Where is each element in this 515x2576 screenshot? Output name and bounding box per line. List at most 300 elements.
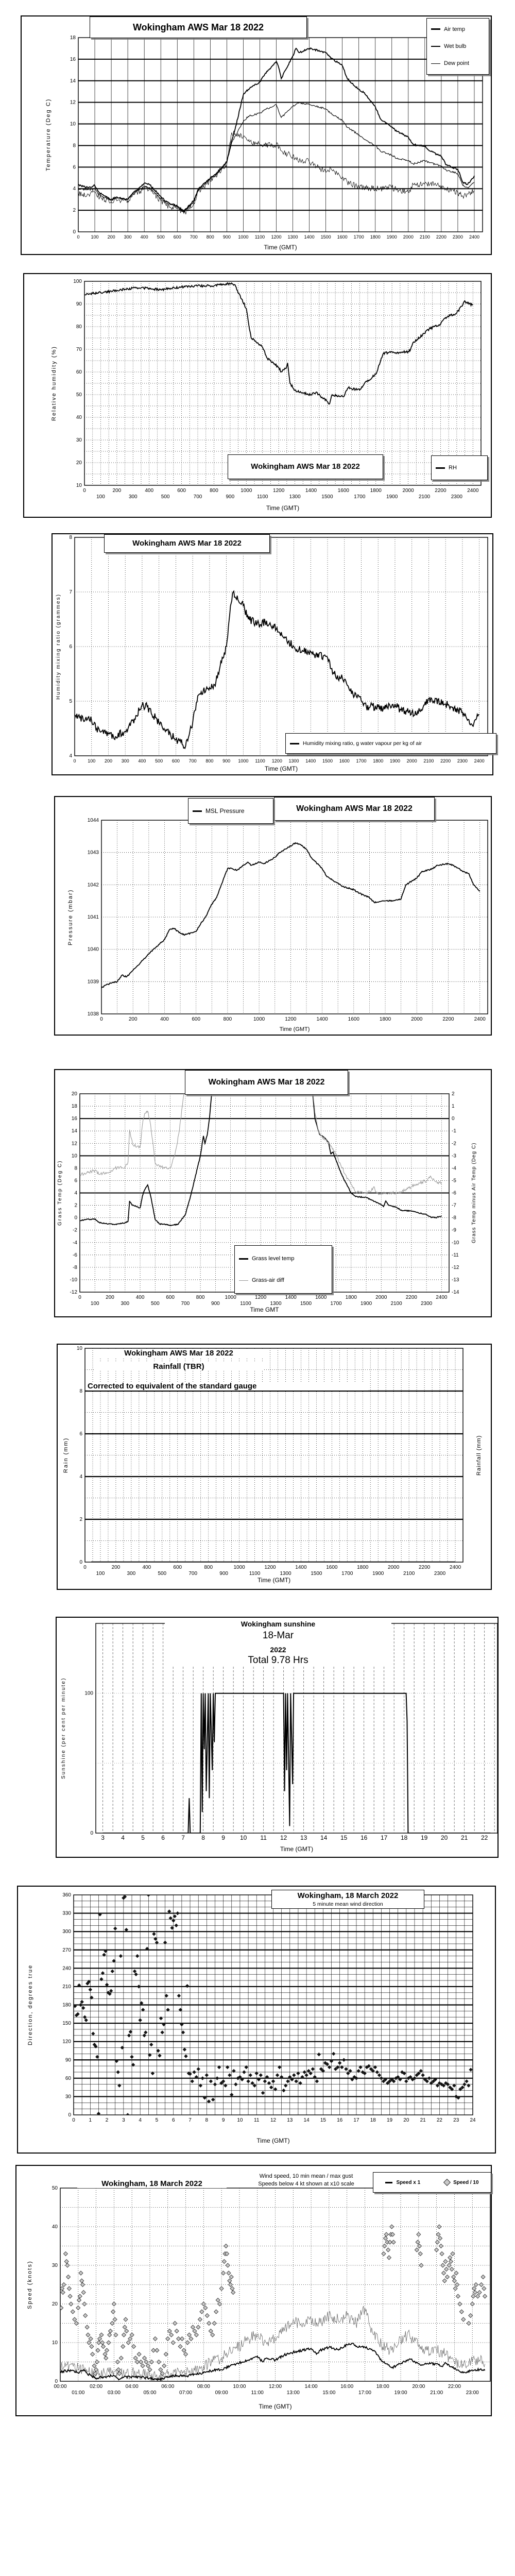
year-label: 2022 <box>270 1646 286 1654</box>
svg-text:2000: 2000 <box>403 234 414 240</box>
svg-text:-10: -10 <box>452 1240 459 1246</box>
svg-text:0: 0 <box>72 2117 75 2123</box>
chart-canvas <box>22 16 491 254</box>
y-axis-label: Rain (mm) <box>63 1437 69 1473</box>
svg-text:270: 270 <box>62 1947 71 1953</box>
svg-text:2200: 2200 <box>405 1295 417 1300</box>
svg-text:80: 80 <box>76 324 82 330</box>
svg-text:2100: 2100 <box>390 1301 402 1307</box>
svg-text:20: 20 <box>52 2301 58 2307</box>
total-hours-label: Total 9.78 Hrs <box>248 1655 308 1666</box>
svg-text:9: 9 <box>221 1834 225 1841</box>
svg-text:400: 400 <box>145 488 154 494</box>
svg-text:10:00: 10:00 <box>233 2384 246 2389</box>
svg-text:1100: 1100 <box>240 1301 251 1307</box>
svg-text:11:00: 11:00 <box>251 2390 264 2396</box>
dew-point-line-icon <box>431 63 440 64</box>
wind-direction-title-block <box>271 1890 424 1909</box>
svg-text:0: 0 <box>452 1116 455 1122</box>
svg-text:2100: 2100 <box>403 1571 415 1577</box>
svg-text:2100: 2100 <box>419 234 430 240</box>
svg-text:6: 6 <box>171 2117 175 2123</box>
svg-text:5: 5 <box>141 1834 145 1841</box>
svg-text:800: 800 <box>210 488 218 494</box>
svg-text:120: 120 <box>62 2039 71 2045</box>
x-axis-label: Time GMT <box>250 1306 279 1313</box>
svg-text:2200: 2200 <box>436 234 447 240</box>
svg-text:-3: -3 <box>452 1153 456 1159</box>
svg-text:800: 800 <box>196 1295 205 1300</box>
svg-text:4: 4 <box>69 753 72 759</box>
svg-text:900: 900 <box>226 494 235 500</box>
legend-item <box>436 465 457 471</box>
chart-title: Wokingham, 18 March 2022 <box>77 2179 227 2188</box>
chart-canvas <box>18 1887 495 2153</box>
svg-text:700: 700 <box>188 1571 198 1577</box>
chart-subtitle: Rainfall (TBR) <box>94 1362 264 1371</box>
svg-text:800: 800 <box>206 234 214 240</box>
svg-text:0: 0 <box>100 1016 103 1022</box>
svg-text:02:00: 02:00 <box>90 2384 103 2389</box>
x-axis-label: Time (GMT) <box>264 244 297 251</box>
svg-text:400: 400 <box>160 1016 169 1022</box>
svg-text:6: 6 <box>79 1431 82 1437</box>
svg-text:1700: 1700 <box>353 234 364 240</box>
svg-text:50: 50 <box>76 392 82 398</box>
chart-title: Wokingham AWS Mar 18 2022 <box>228 454 383 479</box>
chart-air-temperature <box>21 15 492 255</box>
svg-text:23: 23 <box>453 2117 459 2123</box>
svg-text:2200: 2200 <box>418 1565 431 1570</box>
svg-text:1000: 1000 <box>253 1016 265 1022</box>
chart-sunshine <box>56 1617 499 1858</box>
svg-text:300: 300 <box>124 234 132 240</box>
svg-text:12: 12 <box>280 1834 287 1841</box>
y-axis-label: Pressure (mbar) <box>67 889 74 945</box>
svg-text:1100: 1100 <box>255 758 265 764</box>
legend-item <box>239 1256 295 1262</box>
svg-text:700: 700 <box>188 758 197 764</box>
legend-label: Air temp <box>444 26 465 32</box>
svg-text:4: 4 <box>121 1834 125 1841</box>
svg-text:900: 900 <box>219 1571 228 1577</box>
y-axis-label: Temperature (Deg C) <box>45 98 52 172</box>
svg-text:-14: -14 <box>452 1290 459 1295</box>
svg-text:1200: 1200 <box>285 1016 297 1022</box>
svg-text:1200: 1200 <box>273 488 285 494</box>
svg-text:1200: 1200 <box>271 234 282 240</box>
legend-item <box>431 43 466 49</box>
svg-text:04:00: 04:00 <box>125 2384 139 2389</box>
svg-text:6: 6 <box>161 1834 165 1841</box>
svg-text:23:00: 23:00 <box>466 2390 479 2396</box>
chart-title: Wokingham, 18 March 2022 <box>297 1891 399 1900</box>
svg-text:300: 300 <box>121 758 129 764</box>
svg-text:1600: 1600 <box>315 1295 327 1300</box>
legend-label: Speed / 10 <box>453 2179 479 2185</box>
svg-text:500: 500 <box>157 234 165 240</box>
svg-text:2300: 2300 <box>420 1301 433 1307</box>
svg-text:1800: 1800 <box>357 1565 369 1570</box>
svg-text:300: 300 <box>62 1929 71 1935</box>
svg-text:2000: 2000 <box>411 1016 423 1022</box>
wind-speed-note-1: Wind speed, 10 min mean / max gust <box>259 2173 353 2179</box>
svg-text:1200: 1200 <box>264 1565 276 1570</box>
svg-text:100: 100 <box>96 494 105 500</box>
svg-text:15: 15 <box>320 2117 326 2123</box>
svg-text:12: 12 <box>70 99 76 106</box>
svg-text:20: 20 <box>403 2117 409 2123</box>
svg-text:7: 7 <box>69 589 72 595</box>
svg-text:200: 200 <box>106 1295 114 1300</box>
chart-title: Wokingham sunshine <box>241 1620 316 1628</box>
svg-text:12: 12 <box>270 2117 277 2123</box>
chart-relative-humidity <box>23 273 492 518</box>
svg-text:2400: 2400 <box>474 1016 486 1022</box>
svg-text:90: 90 <box>76 301 82 307</box>
svg-text:1600: 1600 <box>339 758 350 764</box>
svg-text:10: 10 <box>76 483 82 488</box>
svg-text:200: 200 <box>107 234 115 240</box>
svg-text:16:00: 16:00 <box>340 2384 354 2389</box>
y-axis-label: Grass Temp (Deg C) <box>57 1160 63 1226</box>
pressure-legend <box>188 798 273 824</box>
svg-text:900: 900 <box>222 758 231 764</box>
svg-text:100: 100 <box>84 1690 93 1697</box>
svg-text:-2: -2 <box>73 1227 77 1233</box>
svg-text:100: 100 <box>96 1571 105 1577</box>
svg-text:3: 3 <box>122 2117 125 2123</box>
wind-speed-note-2: Speeds below 4 kt shown at x10 scale <box>258 2181 354 2187</box>
svg-text:17: 17 <box>353 2117 359 2123</box>
svg-text:-6: -6 <box>452 1190 456 1196</box>
svg-text:18: 18 <box>400 1834 408 1841</box>
svg-text:50: 50 <box>52 2185 58 2191</box>
svg-text:4: 4 <box>139 2117 142 2123</box>
svg-text:1043: 1043 <box>87 850 99 856</box>
svg-text:2000: 2000 <box>388 1565 400 1570</box>
svg-text:6: 6 <box>74 1178 77 1184</box>
svg-text:9: 9 <box>221 2117 225 2123</box>
svg-text:1042: 1042 <box>87 882 99 888</box>
svg-text:12: 12 <box>71 1141 77 1147</box>
legend-label: Dew point <box>444 60 469 67</box>
svg-text:-11: -11 <box>452 1252 459 1258</box>
wet-bulb-line-icon <box>431 46 440 47</box>
svg-text:60: 60 <box>65 2075 71 2081</box>
svg-text:20:00: 20:00 <box>412 2384 425 2389</box>
svg-text:19:00: 19:00 <box>394 2390 407 2396</box>
svg-text:1200: 1200 <box>255 1295 267 1300</box>
svg-text:0: 0 <box>73 758 76 764</box>
svg-text:90: 90 <box>65 2057 71 2063</box>
svg-text:8: 8 <box>69 535 72 540</box>
svg-text:600: 600 <box>173 1565 182 1570</box>
svg-text:300: 300 <box>127 1571 136 1577</box>
svg-text:1000: 1000 <box>225 1295 236 1300</box>
svg-text:500: 500 <box>155 758 163 764</box>
svg-text:09:00: 09:00 <box>215 2390 228 2396</box>
svg-text:1300: 1300 <box>270 1301 282 1307</box>
svg-text:20: 20 <box>76 460 82 466</box>
x-axis-label: Time (GMT) <box>257 1577 291 1584</box>
grass-temp-legend <box>234 1245 332 1294</box>
svg-text:13: 13 <box>300 1834 307 1841</box>
svg-text:07:00: 07:00 <box>179 2390 193 2396</box>
svg-text:16: 16 <box>71 1116 77 1122</box>
svg-text:200: 200 <box>104 758 112 764</box>
legend-label: Grass-air diff <box>252 1277 284 1283</box>
svg-text:200: 200 <box>128 1016 138 1022</box>
svg-text:1700: 1700 <box>356 758 367 764</box>
svg-text:16: 16 <box>360 1834 368 1841</box>
svg-text:300: 300 <box>128 494 138 500</box>
svg-text:1500: 1500 <box>321 494 333 500</box>
svg-text:2200: 2200 <box>435 488 447 494</box>
svg-text:700: 700 <box>181 1301 190 1307</box>
svg-text:1100: 1100 <box>256 494 268 500</box>
svg-text:-4: -4 <box>73 1240 77 1246</box>
svg-text:2400: 2400 <box>469 234 479 240</box>
chart-canvas <box>16 2166 491 2415</box>
svg-text:1800: 1800 <box>373 758 384 764</box>
svg-text:-5: -5 <box>452 1178 456 1184</box>
chart-title: Wokingham AWS Mar 18 2022 <box>90 16 307 38</box>
svg-text:19: 19 <box>420 1834 428 1841</box>
x-axis-label: Time (GMT) <box>266 504 300 512</box>
svg-text:1600: 1600 <box>326 1565 338 1570</box>
chart-canvas <box>55 797 491 1035</box>
svg-text:2: 2 <box>105 2117 109 2123</box>
svg-text:22: 22 <box>480 1834 488 1841</box>
wind-speed-legend <box>373 2172 491 2193</box>
svg-text:1040: 1040 <box>87 946 99 953</box>
svg-text:10: 10 <box>237 2117 243 2123</box>
svg-text:1400: 1400 <box>285 1295 297 1300</box>
svg-text:2: 2 <box>452 1091 455 1097</box>
svg-text:6: 6 <box>69 644 72 650</box>
svg-text:10: 10 <box>76 1346 82 1351</box>
sunshine-title-block <box>165 1620 391 1666</box>
svg-text:210: 210 <box>62 1984 71 1990</box>
legend-label: Grass level temp <box>252 1256 295 1262</box>
svg-text:700: 700 <box>190 234 198 240</box>
y-axis-label: Relative humidity (%) <box>51 346 57 421</box>
svg-text:6: 6 <box>73 164 76 171</box>
grass-temp-line-icon <box>239 1258 248 1260</box>
svg-text:700: 700 <box>193 494 202 500</box>
svg-text:2300: 2300 <box>451 494 462 500</box>
legend-label: Speed x 1 <box>396 2179 421 2185</box>
chart-title: Wokingham AWS Mar 18 2022 <box>185 1070 348 1095</box>
svg-text:14:00: 14:00 <box>304 2384 318 2389</box>
chart-wind-speed <box>15 2165 492 2416</box>
chart-wind-direction <box>17 1886 496 2154</box>
svg-text:-8: -8 <box>73 1264 77 1270</box>
svg-text:1200: 1200 <box>271 758 282 764</box>
legend-item <box>385 2180 420 2185</box>
legend-item <box>193 807 245 815</box>
speed-line-icon <box>385 2182 392 2183</box>
svg-text:1: 1 <box>89 2117 92 2123</box>
svg-text:17:00: 17:00 <box>358 2390 371 2396</box>
svg-text:1038: 1038 <box>87 1011 99 1017</box>
svg-text:2400: 2400 <box>467 488 479 494</box>
svg-text:-1: -1 <box>452 1128 456 1134</box>
svg-text:0: 0 <box>79 1560 82 1565</box>
mixing-ratio-legend <box>285 733 496 754</box>
svg-text:05:00: 05:00 <box>143 2390 157 2396</box>
chart-humidity-mixing-ratio <box>52 533 493 775</box>
svg-text:1300: 1300 <box>280 1571 291 1577</box>
svg-text:1000: 1000 <box>238 758 249 764</box>
chart-msl-pressure <box>54 796 492 1036</box>
svg-text:19: 19 <box>386 2117 393 2123</box>
svg-text:900: 900 <box>211 1301 220 1307</box>
svg-text:1300: 1300 <box>288 758 299 764</box>
svg-text:06:00: 06:00 <box>161 2384 175 2389</box>
correction-note: Corrected to equivalent of the standard gauge <box>88 1382 368 1391</box>
svg-text:2100: 2100 <box>423 758 434 764</box>
svg-text:180: 180 <box>62 2002 71 2008</box>
svg-text:1800: 1800 <box>345 1295 357 1300</box>
rh-legend <box>431 455 488 480</box>
svg-text:70: 70 <box>76 347 82 352</box>
svg-text:330: 330 <box>62 1910 71 1917</box>
svg-text:-4: -4 <box>452 1165 456 1172</box>
svg-text:5: 5 <box>69 699 72 704</box>
svg-text:21: 21 <box>420 2117 426 2123</box>
svg-text:-8: -8 <box>452 1215 456 1221</box>
x-axis-label: Time (GMT) <box>280 1845 314 1853</box>
svg-text:400: 400 <box>135 1295 145 1300</box>
svg-text:2000: 2000 <box>402 488 414 494</box>
svg-text:1300: 1300 <box>287 234 298 240</box>
svg-text:800: 800 <box>205 758 214 764</box>
svg-text:0: 0 <box>90 1831 93 1836</box>
svg-text:1700: 1700 <box>341 1571 353 1577</box>
legend-item <box>239 1277 284 1283</box>
svg-text:1000: 1000 <box>233 1565 245 1570</box>
svg-text:7: 7 <box>181 1834 185 1841</box>
svg-text:2300: 2300 <box>457 758 468 764</box>
svg-text:11: 11 <box>254 2117 260 2123</box>
svg-text:1400: 1400 <box>295 1565 307 1570</box>
svg-text:360: 360 <box>62 1892 71 1898</box>
x-axis-label: Time (GMT) <box>264 765 298 772</box>
svg-text:2: 2 <box>74 1202 77 1209</box>
svg-text:15:00: 15:00 <box>322 2390 336 2396</box>
svg-text:1700: 1700 <box>330 1301 342 1307</box>
legend-item <box>444 2180 478 2185</box>
svg-text:1900: 1900 <box>372 1571 384 1577</box>
svg-text:0: 0 <box>73 229 76 235</box>
svg-text:10: 10 <box>70 121 76 127</box>
svg-text:1900: 1900 <box>386 494 398 500</box>
y2-axis-label: Rainfall (mm) <box>476 1435 482 1476</box>
air-temp-line-icon <box>431 28 440 30</box>
svg-text:8: 8 <box>201 1834 205 1841</box>
svg-text:0: 0 <box>77 234 80 240</box>
svg-text:500: 500 <box>161 494 170 500</box>
svg-text:1800: 1800 <box>379 1016 391 1022</box>
svg-text:200: 200 <box>112 488 122 494</box>
svg-text:4: 4 <box>79 1474 82 1480</box>
svg-text:60: 60 <box>76 369 82 375</box>
svg-text:2400: 2400 <box>474 758 485 764</box>
svg-text:-12: -12 <box>70 1290 77 1295</box>
svg-text:100: 100 <box>73 279 82 284</box>
svg-text:8: 8 <box>205 2117 209 2123</box>
svg-text:1600: 1600 <box>348 1016 359 1022</box>
svg-text:7: 7 <box>188 2117 192 2123</box>
svg-text:2300: 2300 <box>434 1571 446 1577</box>
svg-text:18: 18 <box>71 1104 77 1110</box>
svg-text:1500: 1500 <box>320 234 331 240</box>
svg-text:16: 16 <box>337 2117 343 2123</box>
legend-item <box>431 60 469 66</box>
chart-subtitle: 5 minute mean wind direction <box>313 1901 383 1907</box>
svg-text:1039: 1039 <box>87 979 99 985</box>
svg-text:20: 20 <box>440 1834 448 1841</box>
svg-text:10: 10 <box>52 2340 58 2346</box>
svg-text:8: 8 <box>74 1165 77 1172</box>
svg-text:2400: 2400 <box>449 1565 461 1570</box>
svg-text:100: 100 <box>91 234 99 240</box>
chart-grass-temperature <box>54 1069 492 1317</box>
svg-text:300: 300 <box>121 1301 130 1307</box>
y2-axis-label: Grass Temp minus Air Temp (Deg C) <box>471 1142 477 1244</box>
svg-text:400: 400 <box>142 1565 151 1570</box>
svg-text:1900: 1900 <box>360 1301 372 1307</box>
svg-text:1300: 1300 <box>289 494 301 500</box>
svg-text:2100: 2100 <box>418 494 431 500</box>
svg-text:800: 800 <box>204 1565 213 1570</box>
chart-canvas <box>24 274 491 517</box>
svg-text:100: 100 <box>90 1301 99 1307</box>
chart-title: Wokingham AWS Mar 18 2022 <box>104 534 270 553</box>
svg-text:500: 500 <box>158 1571 167 1577</box>
svg-text:1700: 1700 <box>354 494 366 500</box>
svg-text:13: 13 <box>287 2117 293 2123</box>
rh-line-icon <box>436 467 445 469</box>
svg-text:1000: 1000 <box>238 234 249 240</box>
svg-text:18:00: 18:00 <box>376 2384 389 2389</box>
svg-text:0: 0 <box>83 488 86 494</box>
svg-text:4: 4 <box>74 1190 77 1196</box>
svg-text:1400: 1400 <box>316 1016 328 1022</box>
svg-text:150: 150 <box>62 2021 71 2027</box>
svg-text:14: 14 <box>71 1128 77 1134</box>
svg-text:0: 0 <box>68 2112 71 2118</box>
svg-text:600: 600 <box>171 758 180 764</box>
svg-text:16: 16 <box>70 56 76 62</box>
svg-text:15: 15 <box>340 1834 348 1841</box>
svg-text:08:00: 08:00 <box>197 2384 210 2389</box>
svg-text:1900: 1900 <box>389 758 400 764</box>
legend-label: RH <box>449 465 457 471</box>
svg-text:24: 24 <box>470 2117 476 2123</box>
svg-text:1100: 1100 <box>249 1571 261 1577</box>
date-label: 18-Mar <box>262 1630 294 1641</box>
svg-text:0: 0 <box>55 2379 58 2384</box>
svg-text:2400: 2400 <box>436 1295 448 1300</box>
x-axis-label: Time (GMT) <box>256 2137 290 2144</box>
svg-text:14: 14 <box>320 1834 328 1841</box>
legend-label: Wet bulb <box>444 43 467 49</box>
chart-title: Wokingham AWS Mar 18 2022 <box>274 797 435 821</box>
svg-text:30: 30 <box>65 2094 71 2100</box>
